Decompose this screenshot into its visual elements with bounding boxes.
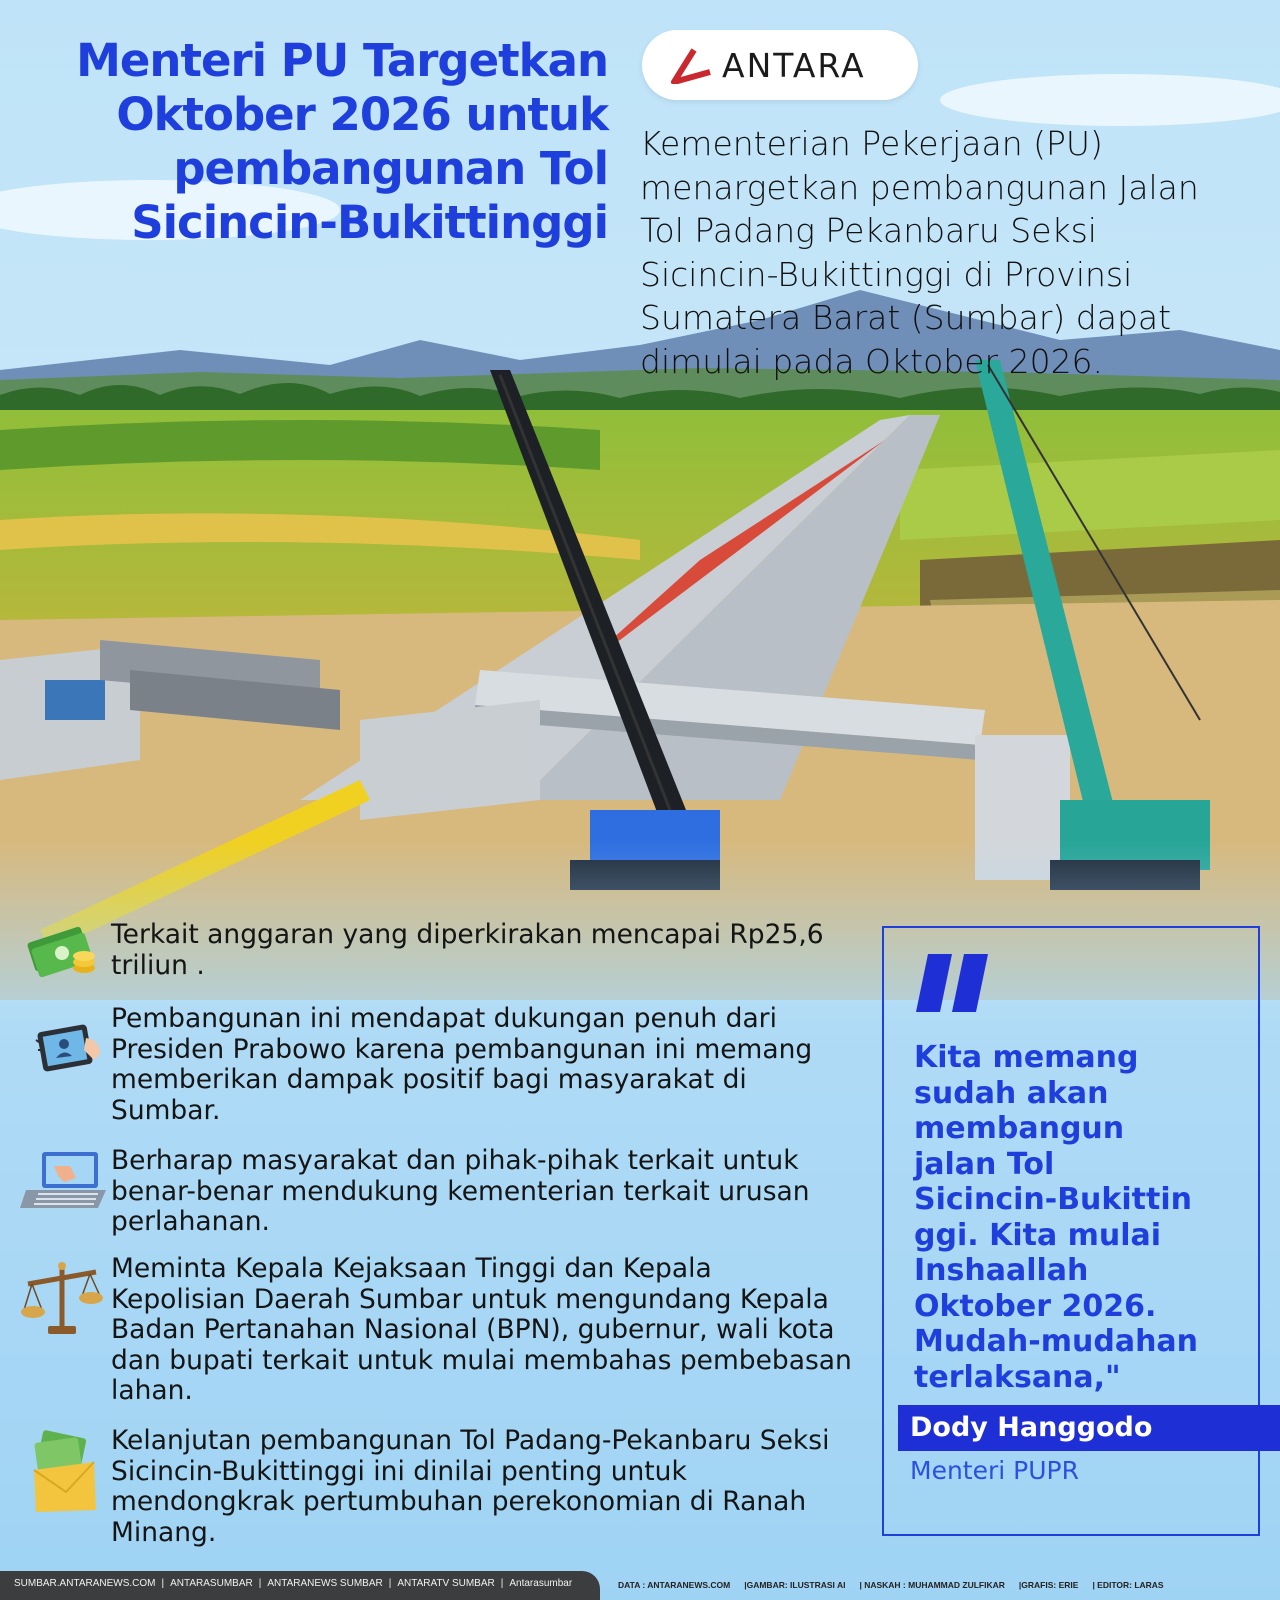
bullet-line: Sicincin-Bukittinggi ini dinilai penting untuk [111,1455,687,1487]
footer-separator: | [388,1578,392,1589]
bullet-line: Kelanjutan pembangunan Tol Padang-Pekanbaru Seksi [111,1425,830,1456]
quote-line: Inshaallah [914,1253,1089,1288]
logo-text: ANTARA [722,46,866,85]
quote-line: Oktober 2026. [914,1288,1157,1324]
lead-line: Sumatera Barat (Sumbar) dapat [640,298,1172,337]
lead-paragraph [640,122,1260,383]
bullet-line: Meminta Kepala Kejaksaan Tinggi dan Kepala [111,1253,712,1284]
quote-author-name: Dody Hanggodo [898,1405,1280,1451]
footer-website-link[interactable]: SUMBAR.ANTARANEWS.COM [14,1578,156,1589]
credit-editor: | EDITOR: LARAS [1092,1580,1164,1590]
antara-logo[interactable] [642,30,918,100]
footer-facebook-link[interactable]: ANTARANEWS SUMBAR [267,1578,383,1589]
lead-line: menargetkan pembangunan Jalan [640,167,1199,207]
bullet-line: benar-benar mendukung kementerian terkait urusan [111,1175,810,1207]
bullet-line: memberikan dampak positif bagi masyarakat di [111,1064,747,1095]
headline-line: pembangunan Tol [173,142,608,195]
credit-data: DATA : ANTARANEWS.COM [618,1580,731,1590]
footer-social-links [14,1578,572,1589]
quote-mark-icon [914,954,998,1016]
bullet-line: Terkait anggaran yang diperkirakan mencapai Rp25,6 [111,919,824,950]
laptop-hand-icon [18,1148,110,1214]
lead-line: Sicincin-Bukittinggi di Provinsi [640,254,1133,294]
footer-tiktok-link[interactable]: Antarasumbar [509,1578,573,1589]
footer-credits [618,1580,1164,1590]
footer-instagram-link[interactable]: ANTARASUMBAR [170,1578,253,1589]
footer-youtube-link[interactable]: ANTARATV SUMBAR [397,1578,495,1589]
quote-line: sudah akan [914,1075,1109,1111]
headline-line: Menteri PU Targetkan [76,34,608,87]
bullet-item [111,920,871,981]
money-envelope-icon [30,1430,100,1516]
credit-graphics: |GRAFIS: ERIE [1018,1580,1079,1590]
headline [40,34,608,250]
lead-line: dimulai pada Oktober 2026. [640,341,1104,381]
headline-line: Oktober 2026 untuk [116,88,608,141]
presenter-screen-icon [34,1020,106,1078]
bullet-line: lahan. [111,1375,193,1406]
bullet-line: perlahanan. [111,1206,270,1237]
antara-logo-mark-icon [670,48,714,84]
quote-line: membangun [914,1111,1125,1146]
credit-script: | NASKAH : MUHAMMAD ZULFIKAR [859,1580,1005,1590]
quote-line: Kita memang [914,1040,1139,1075]
quote-author-role: Menteri PUPR [910,1456,1079,1485]
bullet-line: triliun . [111,949,205,981]
quote-text [914,1040,1254,1395]
bullet-line: Badan Pertanahan Nasional (BPN), gubernur, wali kota [111,1314,835,1345]
justice-scale-icon [18,1258,104,1338]
footer-separator: | [500,1578,504,1589]
footer-separator: | [161,1578,165,1589]
bullet-line: Sumbar. [111,1094,221,1126]
bullet-item [111,1426,871,1548]
bullet-line: mendongkrak pertumbuhan perekonomian di Ranah [111,1486,807,1517]
footer-separator: | [258,1578,262,1589]
quote-line: Sicincin-Bukittin [914,1182,1192,1217]
bullet-item [111,1254,871,1407]
bullet-line: Presiden Prabowo karena pembangunan ini memang [111,1033,813,1065]
bullet-item [111,1004,871,1126]
bullet-line: Kepolisian Daerah Sumbar untuk mengundang Kepala [111,1283,829,1315]
quote-line: Mudah-mudahan [914,1324,1199,1359]
bullet-line: Berharap masyarakat dan pihak-pihak terkait untuk [111,1145,799,1176]
credit-image: |GAMBAR: ILUSTRASI AI [744,1580,846,1590]
quote-line: jalan Tol [914,1146,1055,1182]
bullet-line: Minang. [111,1516,217,1548]
money-icon [26,920,102,982]
bullet-line: dan bupati terkait untuk mulai membahas pembebasan [111,1344,852,1376]
bullet-item [111,1146,871,1238]
headline-line: Sicincin-Bukittinggi [131,196,608,249]
quote-line: ggi. Kita mulai [914,1217,1162,1253]
lead-line: Tol Padang Pekanbaru Seksi [640,211,1097,250]
bullet-line: Pembangunan ini mendapat dukungan penuh dari [111,1003,777,1034]
lead-line: Kementerian Pekerjaan (PU) [640,124,1103,163]
quote-line: terlaksana," [914,1359,1121,1395]
